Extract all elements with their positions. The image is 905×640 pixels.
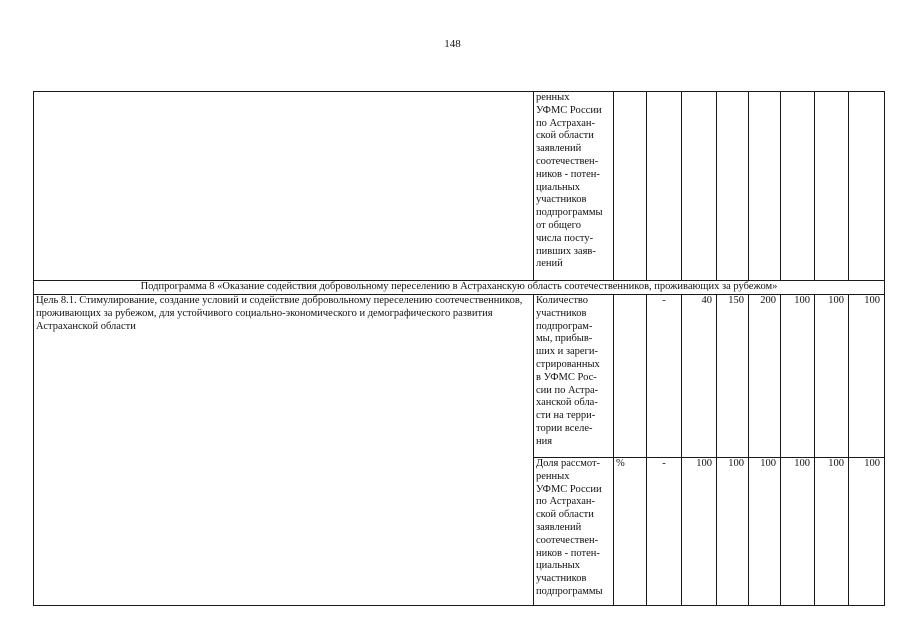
- value-cell: 100: [849, 458, 885, 606]
- value-cell: 100: [849, 295, 885, 458]
- unit-cell: %: [614, 458, 647, 606]
- goal-cell-empty: [34, 92, 534, 281]
- page-number: 148: [444, 38, 461, 50]
- value-cell: 40: [682, 295, 717, 458]
- indicator-cell: [534, 458, 614, 606]
- base-cell: [647, 92, 682, 281]
- base-value-cell: -: [647, 295, 682, 458]
- goal-cell: [34, 295, 534, 606]
- indicator-cell: [534, 92, 614, 281]
- value-cell: 100: [749, 458, 781, 606]
- value-cell: [781, 92, 815, 281]
- value-cell: 100: [682, 458, 717, 606]
- value-cell: 100: [781, 458, 815, 606]
- base-value-cell: -: [647, 458, 682, 606]
- value-cell: 100: [717, 458, 749, 606]
- subprogram-title: Подпрограмма 8 «Оказание содействия добровольному переселению в Астраханскую область соотечественников, проживающих за рубежом»: [34, 281, 885, 295]
- unit-cell: [614, 92, 647, 281]
- value-cell: [815, 92, 849, 281]
- value-cell: [682, 92, 717, 281]
- table-row-continued: [34, 92, 885, 281]
- value-cell: [849, 92, 885, 281]
- value-cell: 200: [749, 295, 781, 458]
- indicator-text: ренных УФМС России по Астрахан- ской области заявлений соотечествен- ников - потен- циальных участников подпрограммы от общего числа посту- пивших заяв- лений: [536, 92, 603, 270]
- table-row-subprogram: [34, 281, 885, 295]
- value-cell: 100: [815, 295, 849, 458]
- indicator-text: Доля рассмот- ренных УФМС России по Астрахан- ской области заявлений соотечествен- ников - потен- циальных участников подпрограммы: [536, 458, 603, 597]
- indicator-cell: [534, 295, 614, 458]
- value-cell: 100: [781, 295, 815, 458]
- goal-text: Цель 8.1. Стимулирование, создание условий и содействие добровольному переселению соотечественников, проживающих за рубежом, для устойчивого социально-экономического и демографического развития Астраханской области: [36, 295, 523, 332]
- value-cell: 100: [815, 458, 849, 606]
- indicators-table: [33, 91, 885, 606]
- indicator-text: Количество участников подпрограм- мы, прибыв- ших и зареги- стрированных в УФМС Рос- сии по Астра- ханской обла- сти на терри- тории вселе- ния: [536, 295, 600, 447]
- value-cell: [749, 92, 781, 281]
- unit-cell: [614, 295, 647, 458]
- value-cell: [717, 92, 749, 281]
- table-row-indicator-1: [34, 295, 885, 458]
- value-cell: 150: [717, 295, 749, 458]
